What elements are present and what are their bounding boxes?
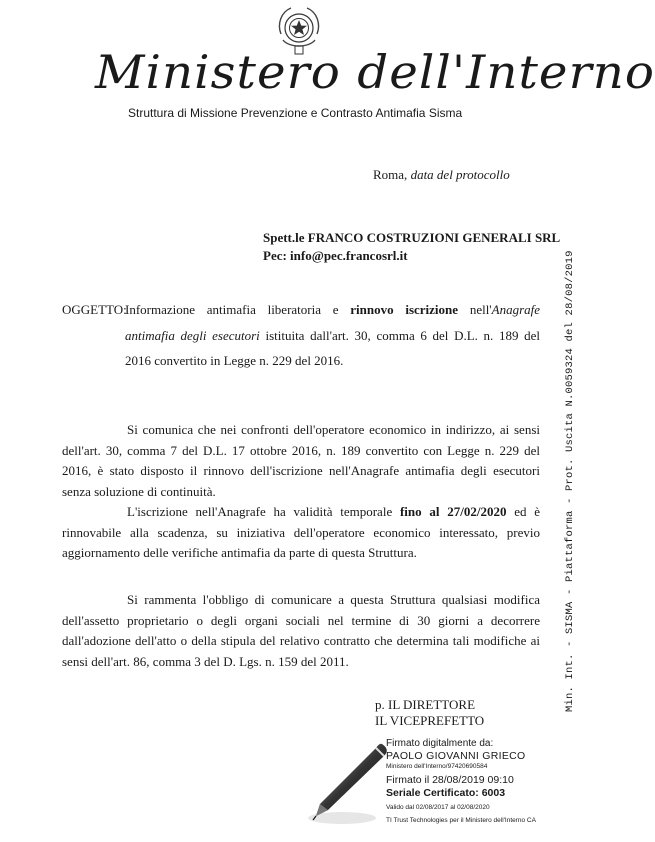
cert-validity: Valido dal 02/08/2017 al 02/08/2020 [386,803,490,811]
cert-organization: Ministero dell'Interno/97420690584 [386,762,488,770]
structure-subtitle: Struttura di Missione Prevenzione e Contrasto Antimafia Sisma [128,106,463,120]
cert-serial: Seriale Certificato: 6003 [386,786,506,799]
paragraph-bold: fino al 27/02/2020 [399,504,507,519]
cert-signed-date: Firmato il 28/08/2019 09:10 [386,774,514,787]
protocol-date: data del protocollo [410,167,510,182]
subject-part: Informazione antimafia liberatoria e [125,302,339,317]
body-paragraph-2 [62,502,540,564]
subject-italic: Anagrafe antimafia degli esecutori [125,302,541,343]
signature-title [375,697,484,729]
protocol-stamp: Min. Int. - SISMA - Piattaforma - Prot. Uscita N.0059324 del 28/08/2019 [564,250,576,712]
subject-text [125,297,540,374]
ministry-title: Ministero dell'Interno [95,45,655,99]
recipient-name: Spett.le FRANCO COSTRUZIONI GENERALI SRL [263,230,561,245]
subject-bold: rinnovo iscrizione [350,302,459,317]
paragraph-part: L'iscrizione nell'Anagrafe ha validità temporale [127,504,393,519]
paragraph-part: ed è rinnovabile alla scadenza, su iniziativa dell'operatore economico interessato, previo aggiornamento delle verifiche antimafia da parte di questa Struttura. [62,504,541,560]
cert-authority: TI Trust Technologies per il Ministero dell'Interno CA [386,817,536,825]
body-paragraph-3: Si rammenta l'obbligo di comunicare a questa Struttura qualsiasi modifica dell'assetto proprietario o degli organi sociali nel termine di 30 giorni a decorrere dall'adozione dell'atto o della stipula del relativo contratto che determina tali modifiche ai sensi dell'art. 86, comma 3 del D. Lgs. n. 159 del 2011. [62,592,540,669]
digital-signature-pen-icon [302,738,392,828]
body-paragraph-1: Si comunica che nei confronti dell'operatore economico in indirizzo, ai sensi dell'art. 30, comma 7 del D.L. 17 ottobre 2016, n. 189 convertito con Legge n. 229 del 2016, è stato disposto il rinnovo dell'iscrizione nell'Anagrafe antimafia degli esecutori senza soluzione di continuità. [62,422,540,499]
cert-signer-name: PAOLO GIOVANNI GRIECO [386,750,526,762]
recipient-block [263,229,560,265]
subject-part: nell' [469,302,492,317]
cert-heading: Firmato digitalmente da: [386,738,494,749]
place: Roma, [373,167,408,182]
signature-line-2: IL VICEPREFETTO [375,713,485,728]
recipient-pec: Pec: info@pec.francosrl.it [263,248,408,263]
digital-signature-certificate [386,738,586,825]
subject-part: istituita dall'art. 30, comma 6 del D.L. n. 189 del 2016 convertito in Legge n. 229 del 2016. [125,327,541,368]
signature-line-1: p. IL DIRETTORE [375,697,476,712]
place-date [373,167,510,183]
subject-label: OGGETTO: [62,302,127,317]
